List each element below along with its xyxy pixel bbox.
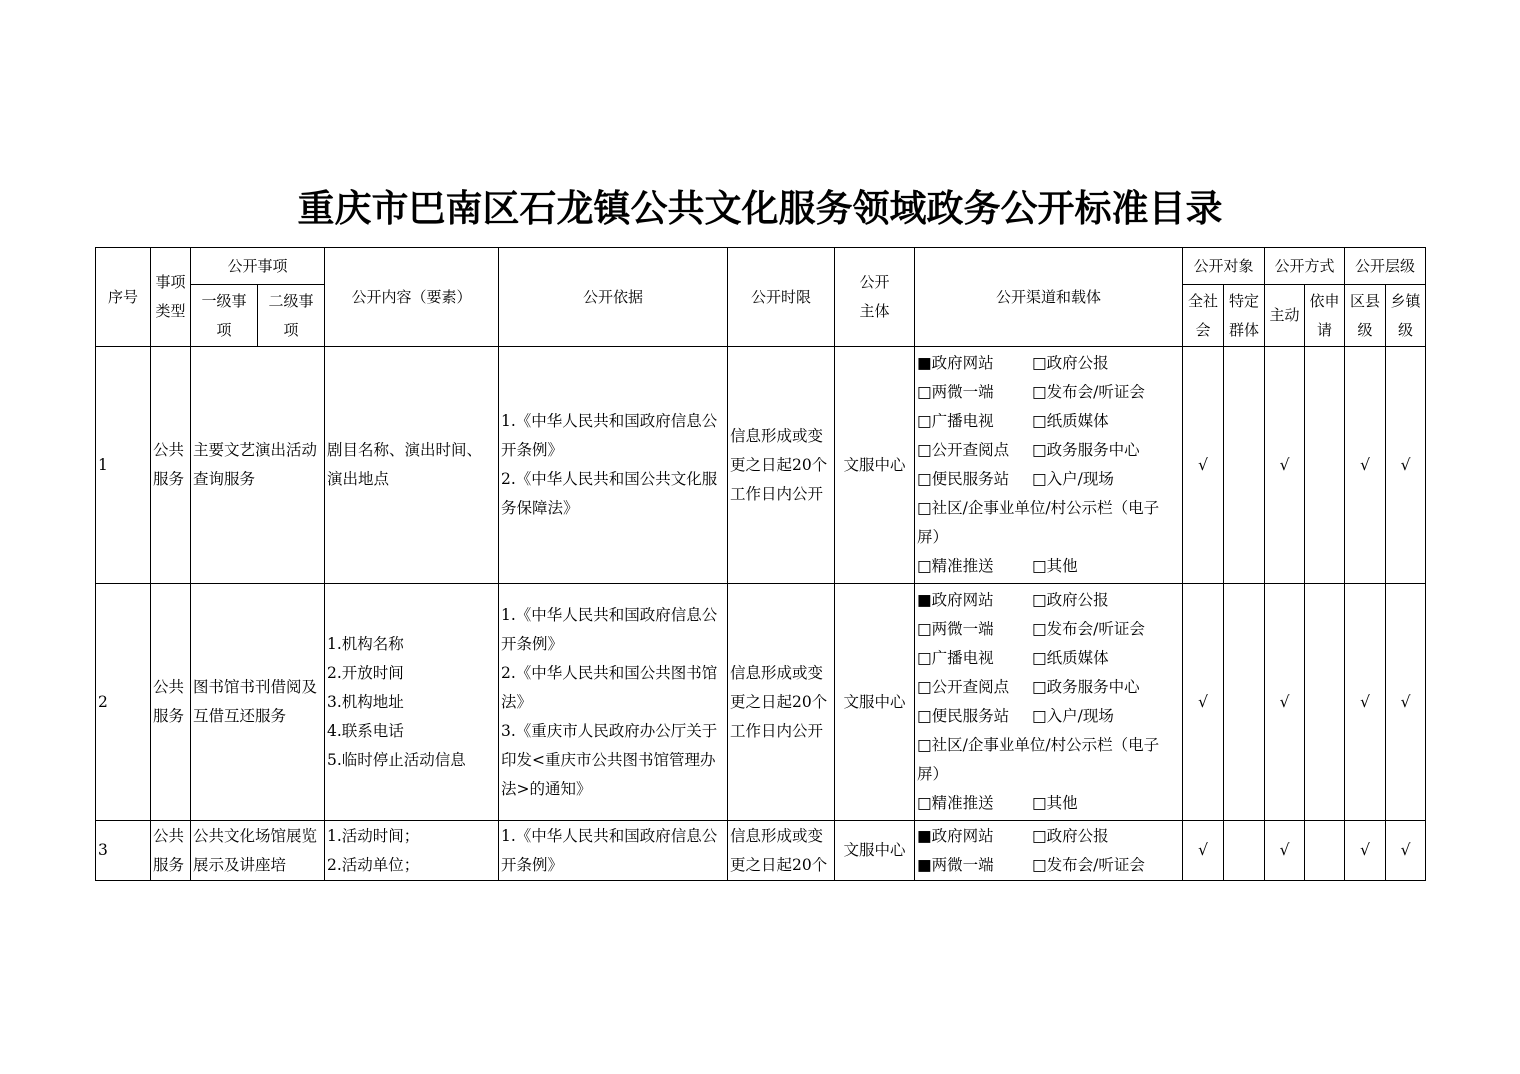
- channel-line: [917, 702, 1180, 731]
- content-line: 2.活动单位；: [327, 855, 420, 874]
- header-time-limit: 公开时限: [728, 248, 835, 347]
- channel-option: □公开查阅点: [917, 678, 1010, 696]
- row-method-request: [1305, 584, 1345, 821]
- row-method-active: √: [1265, 821, 1305, 881]
- channel-line: [917, 822, 1180, 851]
- channel-line: [917, 615, 1180, 644]
- channel-option: □广播电视: [917, 412, 994, 430]
- channel-option: ■政府网站: [917, 826, 994, 845]
- channel-option: □广播电视: [917, 649, 994, 667]
- content-line: 1.机构名称: [327, 634, 404, 653]
- header-items-group: 公开事项: [191, 248, 325, 285]
- row-seq: 3: [96, 821, 151, 881]
- channel-line: [917, 407, 1180, 436]
- channel-option: □公开查阅点: [917, 441, 1010, 459]
- content-line: 剧目名称、演出时间、演出地点: [327, 441, 483, 488]
- channel-line: [917, 731, 1180, 789]
- row-basis: [499, 821, 728, 881]
- basis-line: 1.《中华人民共和国政府信息公开条例》: [501, 605, 718, 653]
- header-level-group: 公开层级: [1345, 248, 1426, 285]
- channel-line: [917, 851, 1180, 880]
- header-content: 公开内容（要素）: [325, 248, 499, 347]
- table-row: [96, 821, 1426, 881]
- row-channels: [915, 347, 1183, 584]
- catalog-table: [95, 247, 1426, 881]
- header-method-group: 公开方式: [1265, 248, 1345, 285]
- channel-option: □社区/企事业单位/村公示栏（电子屏）: [917, 499, 1160, 546]
- content-line: 2.开放时间: [327, 663, 404, 682]
- basis-line: 2.《中华人民共和国公共图书馆法》: [501, 663, 718, 711]
- channel-line: [917, 644, 1180, 673]
- channel-option: ■政府网站: [917, 354, 994, 372]
- row-level-district: √: [1345, 821, 1386, 881]
- row-seq: 2: [96, 584, 151, 821]
- header-seq: 序号: [96, 248, 151, 347]
- row-type: 公共服务: [151, 347, 191, 584]
- row-content: [325, 584, 499, 821]
- channel-option: ■两微一端: [917, 855, 994, 874]
- header-level2: 二级事项: [258, 285, 325, 347]
- channel-option: □便民服务站: [917, 470, 1010, 488]
- row-basis: [499, 347, 728, 584]
- header-target-all: 全社会: [1183, 285, 1224, 347]
- channel-option: □社区/企事业单位/村公示栏（电子屏）: [917, 736, 1160, 783]
- page-title: 重庆市巴南区石龙镇公共文化服务领域政务公开标准目录: [297, 187, 1223, 230]
- content-line: 4.联系电话: [327, 721, 404, 740]
- channel-line: [917, 465, 1180, 494]
- channel-line: [917, 494, 1180, 552]
- channel-option: □政务服务中心: [1032, 678, 1140, 696]
- content-line: 5.临时停止活动信息: [327, 750, 466, 769]
- row-target-specific: [1224, 821, 1265, 881]
- channel-line: [917, 586, 1180, 615]
- channel-option: □政府公报: [1032, 826, 1109, 845]
- row-level-town: √: [1386, 584, 1426, 821]
- channel-option: □发布会/听证会: [1032, 855, 1145, 874]
- channel-line: [917, 673, 1180, 702]
- row-level-town: √: [1386, 821, 1426, 881]
- basis-line: 2.《中华人民共和国公共文化服务保障法》: [501, 470, 718, 517]
- content-line: 3.机构地址: [327, 692, 404, 711]
- channel-option: □政务服务中心: [1032, 441, 1140, 459]
- row-subject: 文服中心: [835, 821, 915, 881]
- header-method-request: 依申请: [1305, 285, 1345, 347]
- channel-line: [917, 349, 1180, 378]
- channel-option: □精准推送: [917, 794, 994, 812]
- header-level-town: 乡镇级: [1386, 285, 1426, 347]
- table-row: [96, 584, 1426, 821]
- header-method-active: 主动: [1265, 285, 1305, 347]
- row-target-all: √: [1183, 584, 1224, 821]
- row-channels: [915, 584, 1183, 821]
- row-type: 公共服务: [151, 584, 191, 821]
- row-seq: 1: [96, 347, 151, 584]
- channel-option: □入户/现场: [1032, 707, 1114, 725]
- row-method-request: [1305, 821, 1345, 881]
- channel-option: □政府公报: [1032, 354, 1109, 372]
- row-target-specific: [1224, 584, 1265, 821]
- channel-line: [917, 436, 1180, 465]
- row-level-town: √: [1386, 347, 1426, 584]
- channel-option: □两微一端: [917, 620, 994, 638]
- header-type: 事项类型: [151, 248, 191, 347]
- channel-line: [917, 552, 1180, 581]
- row-content: [325, 347, 499, 584]
- channel-line: [917, 378, 1180, 407]
- channel-option: □政府公报: [1032, 591, 1109, 609]
- row-level-district: √: [1345, 347, 1386, 584]
- row-method-request: [1305, 347, 1345, 584]
- channel-line: [917, 789, 1180, 818]
- row-level1: 图书馆书刊借阅及互借互还服务: [191, 584, 325, 821]
- row-subject: 文服中心: [835, 584, 915, 821]
- table-row: [96, 347, 1426, 584]
- row-level1: 主要文艺演出活动查询服务: [191, 347, 325, 584]
- channel-option: □其他: [1032, 557, 1078, 575]
- header-target-group: 公开对象: [1183, 248, 1265, 285]
- channel-option: □纸质媒体: [1032, 649, 1109, 667]
- row-content: [325, 821, 499, 881]
- header-subject: 公开主体: [835, 248, 915, 347]
- channel-option: □精准推送: [917, 557, 994, 575]
- header-basis: 公开依据: [499, 248, 728, 347]
- row-target-specific: [1224, 347, 1265, 584]
- row-time-limit: 信息形成或变更之日起20个工作日内公开: [728, 347, 835, 584]
- channel-option: □入户/现场: [1032, 470, 1114, 488]
- channel-option: □纸质媒体: [1032, 412, 1109, 430]
- channel-option: □发布会/听证会: [1032, 620, 1145, 638]
- channel-option: □便民服务站: [917, 707, 1010, 725]
- header-level-district: 区县级: [1345, 285, 1386, 347]
- header-channels: 公开渠道和载体: [915, 248, 1183, 347]
- row-type: 公共服务: [151, 821, 191, 881]
- basis-line: 1.《中华人民共和国政府信息公开条例》: [501, 826, 718, 874]
- header-level1: 一级事项: [191, 285, 258, 347]
- row-basis: [499, 584, 728, 821]
- row-time-limit: 信息形成或变更之日起20个工作日内公开: [728, 584, 835, 821]
- channel-option: ■政府网站: [917, 591, 994, 609]
- channel-option: □发布会/听证会: [1032, 383, 1145, 401]
- row-method-active: √: [1265, 347, 1305, 584]
- row-subject: 文服中心: [835, 347, 915, 584]
- row-target-all: √: [1183, 347, 1224, 584]
- row-level1: 公共文化场馆展览展示及讲座培: [191, 821, 325, 881]
- row-method-active: √: [1265, 584, 1305, 821]
- row-channels: [915, 821, 1183, 881]
- row-level-district: √: [1345, 584, 1386, 821]
- basis-line: 1.《中华人民共和国政府信息公开条例》: [501, 412, 718, 459]
- row-time-limit: 信息形成或变更之日起20个: [728, 821, 835, 881]
- content-line: 1.活动时间；: [327, 826, 420, 845]
- header-target-specific: 特定群体: [1224, 285, 1265, 347]
- row-target-all: √: [1183, 821, 1224, 881]
- channel-option: □其他: [1032, 794, 1078, 812]
- basis-line: 3.《重庆市人民政府办公厅关于印发<重庆市公共图书馆管理办法>的通知》: [501, 721, 718, 798]
- channel-option: □两微一端: [917, 383, 994, 401]
